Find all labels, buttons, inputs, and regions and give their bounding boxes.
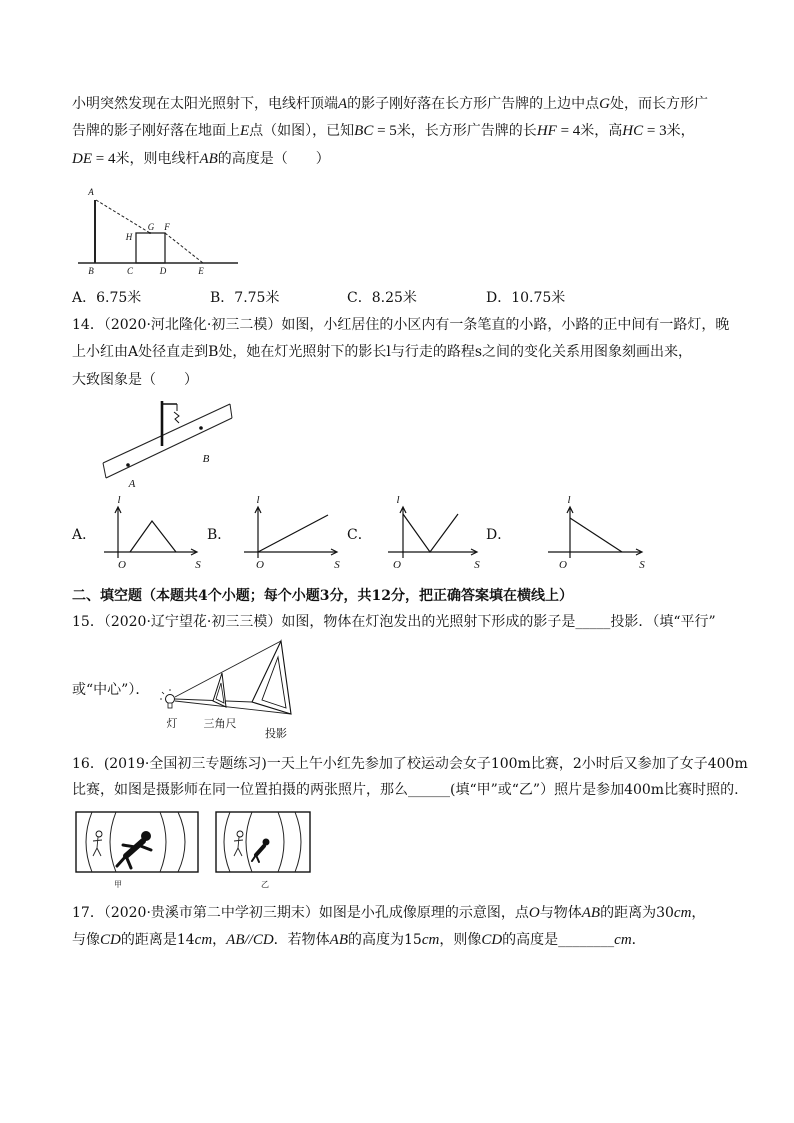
origin-label: O [559,559,567,571]
math-number: = 4 [556,123,581,139]
math-symbol: O [528,905,540,921]
text-segment: 的高度是________ [502,932,615,948]
road-end-left [103,463,106,478]
point-a-dot [126,463,130,467]
photo-jia [76,812,198,872]
q15-figure [155,635,305,740]
y-axis-label: l [567,494,571,506]
origin-label: O [393,559,401,571]
q13-line-2 [72,121,695,141]
text-segment: 大致图象是（ ） [72,372,198,388]
label-d: D [159,266,167,276]
label-lamp: 灯 [166,717,178,730]
math-symbol: DE [72,151,92,167]
text-segment: 或“中心”）． [72,682,150,698]
math-symbol: AB//CD [226,932,274,948]
lamp-icon [174,404,179,423]
y-axis-label: l [256,494,260,506]
text-segment: 的高度为15 [348,932,422,948]
q14-option-graphs [60,490,700,575]
x-axis-label: S [639,559,645,571]
q14-line-2 [72,342,692,362]
q13-line-3 [72,149,330,169]
math-symbol: BC [354,123,374,139]
q15-line-1 [72,612,716,632]
y-axis-label: l [117,494,121,506]
math-symbol: CD [100,932,121,948]
text-segment: 米，高 [580,123,623,139]
text-segment: ．若物体 [273,932,330,948]
x-axis-label: S [195,559,201,571]
text-segment: 告牌的影子刚好落在地面上 [72,123,240,139]
text-segment: 的距离为30 [600,905,674,921]
math-symbol: cm [673,905,692,921]
math-symbol: HF [536,123,557,139]
light-bulb-icon [160,689,175,708]
q13-option-b: B．7.75米 [210,290,280,306]
text-segment: 米， [666,123,695,139]
text-segment: 米，则电线杆 [115,151,200,167]
label-g: G [147,222,155,232]
math-symbol: AB [199,151,218,167]
q14-option-a: A． [72,527,97,543]
label-photo-yi: 乙 [261,880,269,889]
math-symbol: HC [622,123,644,139]
q14-option-b: B． [207,527,232,543]
math-symbol: AB [329,932,348,948]
road-end-right [230,404,232,418]
road-edge-top [103,404,230,463]
math-symbol: cm [421,932,440,948]
origin-label: O [256,559,264,571]
label-a: A [128,478,136,490]
graph-c [388,494,480,571]
road-edge-bottom [106,418,232,478]
label-a: A [88,187,94,197]
text-segment: 16．(2019·全国初三专题练习)一天上午小红先参加了校运动会女子100m比赛，2小时后又参加了女子400m [72,756,748,772]
text-segment: 小明突然发现在太阳光照射下，电线杆顶端 [72,96,338,112]
q13-option-a: A．6.75米 [72,290,142,306]
q15-line-2 [72,680,149,700]
origin-label: O [118,559,126,571]
math-symbol: G [599,96,611,112]
math-symbol: cm [194,932,213,948]
label-f: F [164,222,170,232]
label-h: H [125,232,133,242]
text-segment: ． [631,932,646,948]
graph-a [104,494,201,571]
label-b: B [88,266,94,276]
text-segment: ， [212,932,227,948]
text-segment: 14．（2020·河北隆化·初三二模）如图，小红居住的小区内有一条笔直的小路，小路的正中间有一路灯，晚 [72,317,730,333]
label-c: C [126,266,134,276]
q14-option-c: C． [347,527,372,543]
q13-option-c: C．8.25米 [347,290,417,306]
text-segment: 与物体 [539,905,582,921]
math-symbol: E [240,123,250,139]
sun-ray-fe [165,233,203,263]
text-segment: 17．（2020·贵溪市第二中学初三期末）如图是小孔成像原理的示意图，点 [72,905,529,921]
text-segment: 15．（2020·辽宁望花·初三三模）如图，物体在灯泡发出的光照射下形成的影子是_____投影．（填“平行” [72,614,716,630]
x-axis-label: S [334,559,340,571]
graph-curve [403,514,458,552]
label-b: B [202,453,210,465]
label-photo-jia: 甲 [114,880,122,889]
graph-curve [570,518,622,552]
q16-line-1 [72,754,748,774]
text-segment: 与像 [72,932,100,948]
q14-line-3 [72,370,198,390]
label-shadow: 投影 [265,727,287,740]
q17-line-2 [72,930,646,950]
q13-option-d: D．10.75米 [486,290,566,306]
text-segment: 处，而长方形广 [610,96,709,112]
q17-line-1 [72,903,705,923]
text-segment: 的高度是（ ） [217,151,330,167]
section-2-heading: 二、填空题（本题共4个小题；每个小题3分，共12分，把正确答案填在横线上） [72,588,573,604]
q14-option-d: D． [486,527,512,543]
math-number: = 3 [643,123,667,139]
midpoint-g-dot [149,232,151,234]
text-segment: 比赛，如图是摄影师在同一位置拍摄的两张照片，那么______(填“甲”或“乙”）照片是参加400m比赛时照的. [72,782,739,798]
label-ruler: 三角尺 [203,717,237,730]
text-segment: ，则像 [439,932,482,948]
text-segment: 点（如图），已知 [249,123,355,139]
y-axis-label: l [396,494,400,506]
triangle-ruler [213,673,226,707]
text-segment: ， [691,905,706,921]
math-number: = 4 [92,151,116,167]
text-segment: 上小红由A处径直走到B处，她在灯光照射下的影长l与行走的路程s之间的变化关系用图象刻画出来， [72,344,693,360]
text-segment: 的距离是14 [120,932,195,948]
graph-d [548,494,645,571]
sun-ray-ag [96,200,150,233]
math-symbol: A [338,96,348,112]
q13-line-1 [72,94,708,114]
label-e: E [198,266,204,276]
x-axis-label: S [474,559,480,571]
text-segment: 的影子刚好落在长方形广告牌的上边中点 [347,96,600,112]
graph-curve [130,521,176,552]
q14-figure [95,395,240,490]
math-number: = 5 [373,123,397,139]
q14-line-1 [72,315,729,335]
graph-b [244,494,340,571]
graph-curve [258,515,328,552]
q16-figure [70,805,320,895]
math-symbol: cm [614,932,632,948]
text-segment: 米，长方形广告牌的长 [396,123,537,139]
photo-yi [216,812,310,872]
math-symbol: CD [481,932,503,948]
billboard [136,233,165,263]
q16-line-2 [72,780,739,800]
point-b-dot [199,426,203,430]
shadow-projection [252,641,291,714]
q13-figure [70,180,245,280]
math-symbol: AB [581,905,601,921]
